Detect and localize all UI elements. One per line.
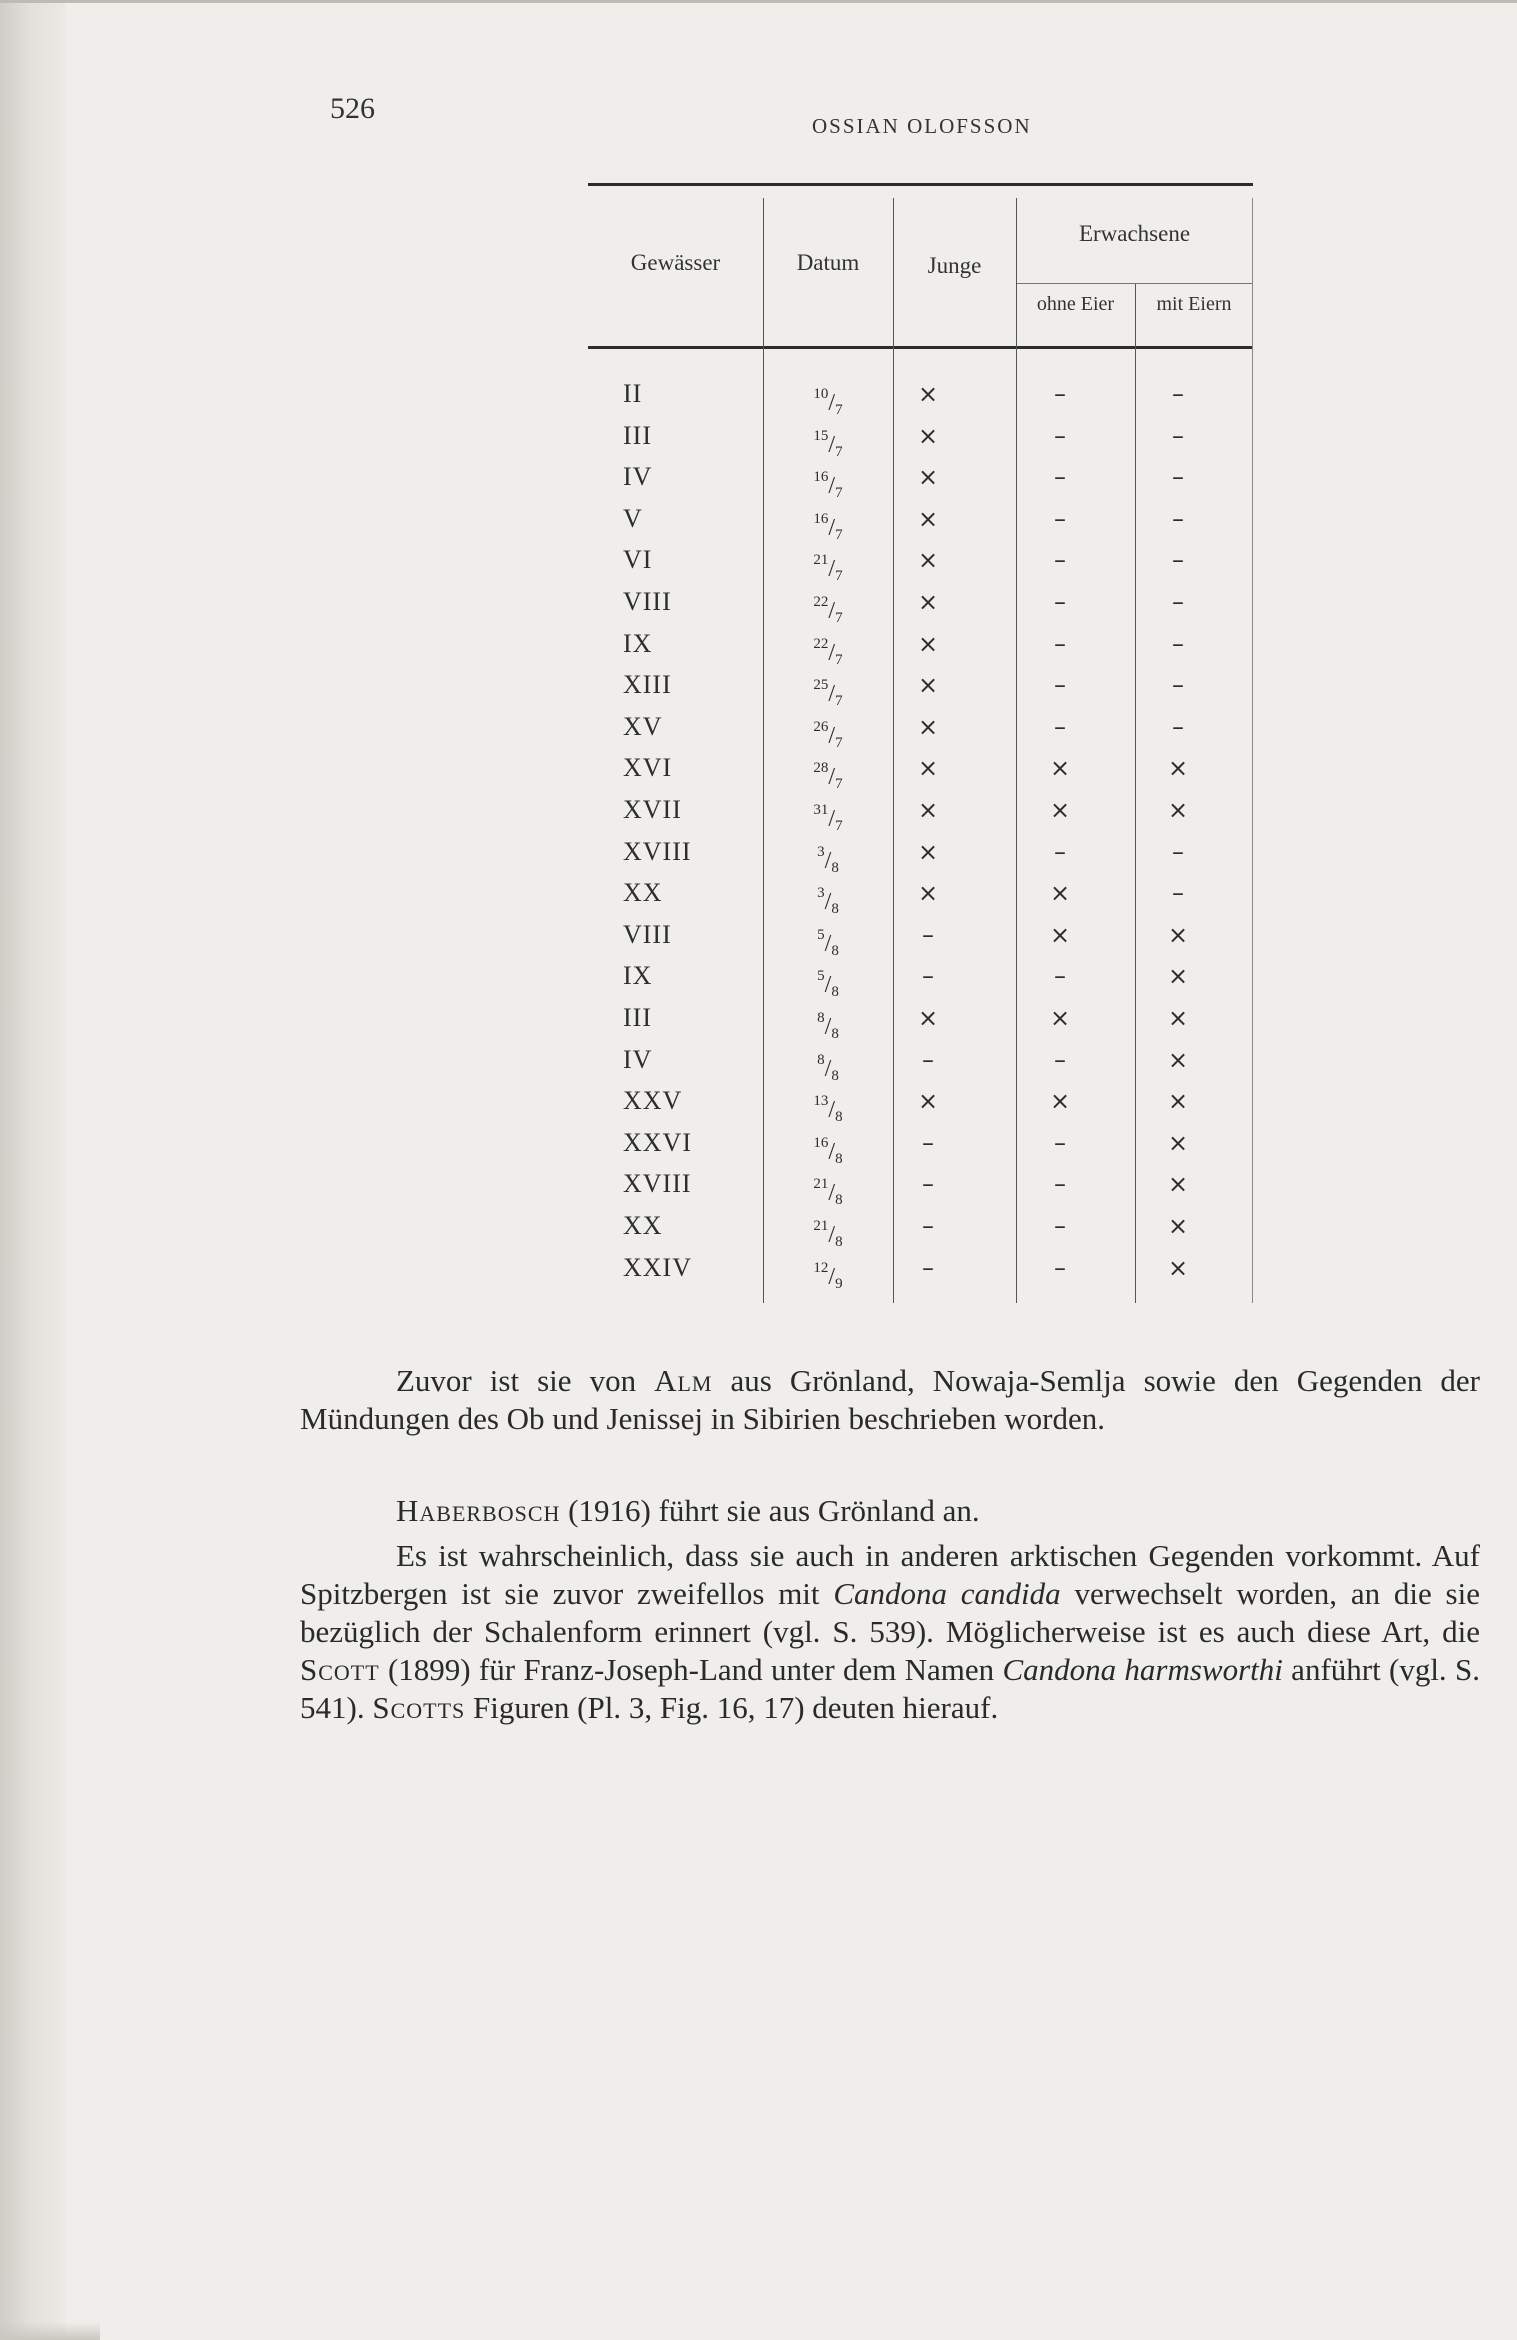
cell-ohne-eier: ×: [1049, 1087, 1071, 1116]
datum-day: 15: [813, 427, 829, 444]
cell-ohne-eier: –: [1054, 463, 1066, 492]
datum-slash: /: [828, 431, 836, 458]
datum-slash: /: [828, 1138, 836, 1165]
page-bottom-shadow: [0, 2322, 100, 2340]
datum-month: 7: [835, 776, 843, 793]
cell-mit-eiern: –: [1172, 463, 1184, 492]
table-row: [588, 919, 1253, 961]
cell-ohne-eier: ×: [1049, 796, 1071, 824]
taxon-candona-candida: Candona candida: [833, 1576, 1061, 1611]
cell-gewasser: XVIII: [623, 836, 692, 866]
cell-gewasser: XVIII: [623, 1169, 692, 1199]
cell-ohne-eier: –: [1054, 837, 1066, 866]
cell-gewasser: XVII: [623, 795, 682, 824]
cell-gewasser: V: [623, 503, 643, 533]
p3-text-c: (1899) für Franz-Joseph-Land unter dem Namen: [379, 1652, 1003, 1687]
cell-ohne-eier: –: [1054, 1253, 1066, 1282]
cell-ohne-eier: –: [1054, 1045, 1066, 1074]
datum-month: 7: [835, 693, 843, 710]
datum-slash: /: [824, 1014, 832, 1040]
table-row: [588, 794, 1253, 836]
datum-month: 8: [831, 1026, 839, 1042]
cell-mit-eiern: –: [1172, 588, 1184, 616]
header-datum: Datum: [796, 250, 860, 275]
datum-slash: /: [824, 847, 832, 874]
datum-slash: /: [828, 639, 836, 666]
cell-junge: ×: [917, 504, 939, 533]
cell-mit-eiern: ×: [1167, 920, 1189, 949]
cell-gewasser: III: [623, 420, 652, 450]
datum-slash: /: [828, 722, 836, 749]
datum-month: 7: [835, 651, 843, 668]
cell-gewasser: IX: [623, 961, 653, 991]
cell-gewasser: XXVI: [623, 1127, 692, 1157]
cell-junge: –: [922, 1253, 934, 1282]
datum-slash: /: [828, 806, 836, 832]
cell-junge: ×: [917, 629, 939, 658]
cell-ohne-eier: –: [1054, 380, 1066, 408]
cell-mit-eiern: ×: [1167, 1045, 1189, 1074]
cell-ohne-eier: –: [1054, 712, 1066, 741]
datum-slash: /: [828, 390, 836, 416]
cell-mit-eiern: ×: [1167, 1087, 1189, 1116]
cell-junge: ×: [917, 671, 939, 700]
datum-day: 22: [813, 594, 829, 610]
cell-ohne-eier: –: [1054, 629, 1066, 658]
datum-day: 5: [817, 968, 825, 985]
cell-junge: ×: [917, 463, 939, 492]
datum-slash: /: [828, 681, 836, 708]
datum-slash: /: [824, 889, 832, 916]
cell-mit-eiern: –: [1172, 629, 1184, 658]
cell-ohne-eier: ×: [1049, 754, 1071, 783]
datum-day: 12: [813, 1259, 829, 1276]
cell-junge: –: [922, 920, 934, 949]
cell-junge: ×: [917, 796, 939, 824]
cell-gewasser: VI: [623, 545, 653, 575]
cell-gewasser: XXIV: [623, 1252, 692, 1282]
datum-month: 7: [835, 485, 843, 502]
datum-day: 10: [813, 386, 829, 402]
header-junge: Junge: [927, 253, 982, 278]
table-row: [588, 461, 1253, 503]
datum-day: 3: [817, 885, 825, 902]
table-row: [588, 586, 1253, 628]
table-top-rule: [588, 183, 1253, 186]
table-row: [588, 503, 1253, 545]
cell-mit-eiern: –: [1172, 879, 1184, 908]
datum-month: 7: [835, 734, 843, 751]
cell-gewasser: XV: [623, 711, 663, 741]
datum-slash: /: [824, 930, 832, 957]
cell-ohne-eier: –: [1054, 1212, 1066, 1240]
header-ohne-eier: ohne Eier: [1036, 293, 1115, 315]
datum-day: 21: [813, 1218, 829, 1234]
datum-month: 7: [835, 402, 843, 418]
cell-junge: ×: [917, 588, 939, 616]
author-scotts: Scotts: [372, 1690, 466, 1725]
datum-day: 16: [813, 469, 829, 486]
header-mit-eiern: mit Eiern: [1156, 293, 1232, 315]
cell-junge: ×: [917, 380, 939, 408]
cell-mit-eiern: –: [1172, 837, 1184, 866]
cell-datum: [798, 1252, 858, 1300]
cell-ohne-eier: –: [1054, 1128, 1066, 1157]
cell-ohne-eier: ×: [1049, 1004, 1071, 1032]
datum-slash: /: [828, 1263, 836, 1290]
cell-gewasser: IV: [623, 1044, 653, 1074]
table-row: [588, 1002, 1253, 1044]
datum-day: 21: [813, 552, 829, 569]
cell-junge: –: [922, 1045, 934, 1074]
cell-gewasser: II: [623, 379, 643, 408]
cell-junge: ×: [917, 837, 939, 866]
datum-month: 7: [835, 610, 843, 626]
datum-month: 8: [831, 942, 839, 959]
table-row: [588, 1085, 1253, 1127]
datum-month: 8: [831, 984, 839, 1001]
cell-mit-eiern: ×: [1167, 754, 1189, 783]
datum-day: 31: [813, 802, 829, 818]
cell-gewasser: XXV: [623, 1086, 683, 1116]
table-row: [588, 877, 1253, 919]
table-row: [588, 1044, 1253, 1086]
page-number: 526: [330, 92, 375, 125]
datum-slash: /: [828, 1222, 836, 1248]
table-row: [588, 836, 1253, 878]
cell-junge: ×: [917, 754, 939, 783]
datum-slash: /: [828, 598, 836, 624]
datum-day: 28: [813, 760, 829, 777]
datum-day: 8: [817, 1051, 825, 1068]
author-haberbosch: Haberbosch: [396, 1493, 561, 1528]
cell-gewasser: XVI: [623, 753, 673, 783]
cell-mit-eiern: ×: [1167, 1253, 1189, 1282]
datum-day: 3: [817, 843, 825, 860]
p2-text-b: (1916) führt sie aus Grönland an.: [560, 1493, 980, 1528]
paragraph-2: [300, 1492, 1480, 1530]
header-gewasser: Gewässer: [630, 250, 721, 275]
cell-junge: ×: [917, 421, 939, 450]
cell-ohne-eier: ×: [1049, 920, 1071, 949]
datum-day: 25: [813, 677, 829, 694]
table-row: [588, 1252, 1253, 1294]
cell-ohne-eier: –: [1054, 962, 1066, 991]
datum-month: 8: [835, 1234, 843, 1250]
author-scott: Scott: [300, 1652, 380, 1687]
datum-day: 13: [813, 1093, 829, 1110]
datum-day: 5: [817, 926, 825, 943]
cell-mit-eiern: –: [1172, 421, 1184, 450]
cell-junge: ×: [917, 879, 939, 908]
cell-junge: –: [922, 1170, 934, 1199]
author-alm: Alm: [654, 1363, 713, 1398]
cell-gewasser: IX: [623, 628, 653, 658]
datum-day: 16: [813, 1134, 829, 1151]
cell-ohne-eier: –: [1054, 671, 1066, 700]
datum-month: 8: [835, 1150, 843, 1167]
datum-slash: /: [828, 514, 836, 541]
cell-mit-eiern: ×: [1167, 1212, 1189, 1240]
cell-mit-eiern: ×: [1167, 1170, 1189, 1199]
paragraph-3: [300, 1537, 1480, 1727]
cell-junge: –: [922, 962, 934, 991]
datum-month: 9: [835, 1275, 843, 1292]
datum-month: 8: [831, 859, 839, 876]
datum-slash: /: [828, 1097, 836, 1124]
datum-slash: /: [824, 1055, 832, 1082]
book-binding-shadow: [0, 0, 66, 2340]
datum-slash: /: [828, 556, 836, 583]
datum-month: 8: [831, 901, 839, 918]
cell-gewasser: III: [623, 1003, 652, 1032]
table-head-rule: [588, 346, 1253, 349]
table-row: [588, 420, 1253, 462]
table-row: [588, 960, 1253, 1002]
table-row: [588, 544, 1253, 586]
cell-gewasser: XX: [623, 878, 663, 908]
cell-junge: ×: [917, 1087, 939, 1116]
datum-day: 21: [813, 1176, 829, 1193]
datum-day: 22: [813, 635, 829, 652]
datum-slash: /: [824, 972, 832, 999]
p3-text-a: Es ist wahrscheinlich, dass sie auch in anderen arktischen Gegenden vorkommt. Auf Spitzbergen ist sie zuvor zweifellos mit: [300, 1538, 1480, 1611]
cell-mit-eiern: –: [1172, 546, 1184, 575]
table-row: [588, 711, 1253, 753]
cell-junge: ×: [917, 712, 939, 741]
cell-ohne-eier: –: [1054, 1170, 1066, 1199]
data-table: [588, 180, 1253, 1315]
datum-month: 8: [835, 1109, 843, 1126]
datum-month: 8: [835, 1192, 843, 1209]
cell-ohne-eier: –: [1054, 421, 1066, 450]
p3-text-d: anführt (vgl. S. 541).: [300, 1652, 1480, 1725]
cell-ohne-eier: –: [1054, 504, 1066, 533]
cell-mit-eiern: ×: [1167, 962, 1189, 991]
table-row: [588, 1127, 1253, 1169]
datum-month: 8: [831, 1067, 839, 1084]
cell-mit-eiern: –: [1172, 380, 1184, 408]
cell-mit-eiern: –: [1172, 712, 1184, 741]
datum-month: 7: [835, 526, 843, 543]
table-row: [588, 752, 1253, 794]
datum-slash: /: [828, 1180, 836, 1207]
cell-mit-eiern: ×: [1167, 796, 1189, 824]
table-row: [588, 378, 1253, 420]
p3-text-b: verwechselt worden, an die sie bezüglich der Schalenform erinnert (vgl. S. 539). Möglicherweise ist es auch diese Art, die: [300, 1576, 1480, 1649]
cell-mit-eiern: ×: [1167, 1004, 1189, 1032]
table-row: [588, 628, 1253, 670]
table-row: [588, 1210, 1253, 1252]
cell-ohne-eier: –: [1054, 546, 1066, 575]
cell-gewasser: VIII: [623, 919, 672, 949]
cell-gewasser: XX: [623, 1211, 663, 1240]
p3-text-e: Figuren (Pl. 3, Fig. 16, 17) deuten hierauf.: [465, 1690, 999, 1725]
cell-mit-eiern: –: [1172, 671, 1184, 700]
paragraph-1: [300, 1362, 1480, 1438]
cell-ohne-eier: ×: [1049, 879, 1071, 908]
datum-slash: /: [828, 764, 836, 791]
cell-gewasser: VIII: [623, 587, 672, 616]
cell-gewasser: XIII: [623, 670, 672, 700]
cell-junge: ×: [917, 1004, 939, 1032]
p1-text-b: aus Grönland, Nowaja-Semlja sowie den Gegenden der Mündungen des Ob und Jenissej in Sibirien beschrieben worden.: [300, 1363, 1480, 1436]
cell-mit-eiern: –: [1172, 504, 1184, 533]
cell-ohne-eier: –: [1054, 588, 1066, 616]
taxon-candona-harmsworthi: Candona harmsworthi: [1002, 1652, 1283, 1687]
datum-day: 8: [817, 1010, 825, 1026]
p1-text-a: Zuvor ist sie von: [396, 1363, 655, 1398]
datum-month: 7: [835, 818, 843, 834]
table-row: [588, 1168, 1253, 1210]
cell-mit-eiern: ×: [1167, 1128, 1189, 1157]
header-erwachsene: Erwachsene: [1078, 221, 1191, 246]
cell-junge: ×: [917, 546, 939, 575]
datum-slash: /: [828, 473, 836, 500]
datum-month: 7: [835, 568, 843, 585]
datum-month: 7: [835, 443, 843, 460]
cell-junge: –: [922, 1128, 934, 1157]
cell-gewasser: IV: [623, 462, 653, 492]
datum-day: 26: [813, 718, 829, 735]
cell-junge: –: [922, 1212, 934, 1240]
page-top-edge: [0, 0, 1517, 3]
table-row: [588, 669, 1253, 711]
datum-day: 16: [813, 510, 829, 527]
running-head: OSSIAN OLOFSSON: [812, 114, 1032, 138]
